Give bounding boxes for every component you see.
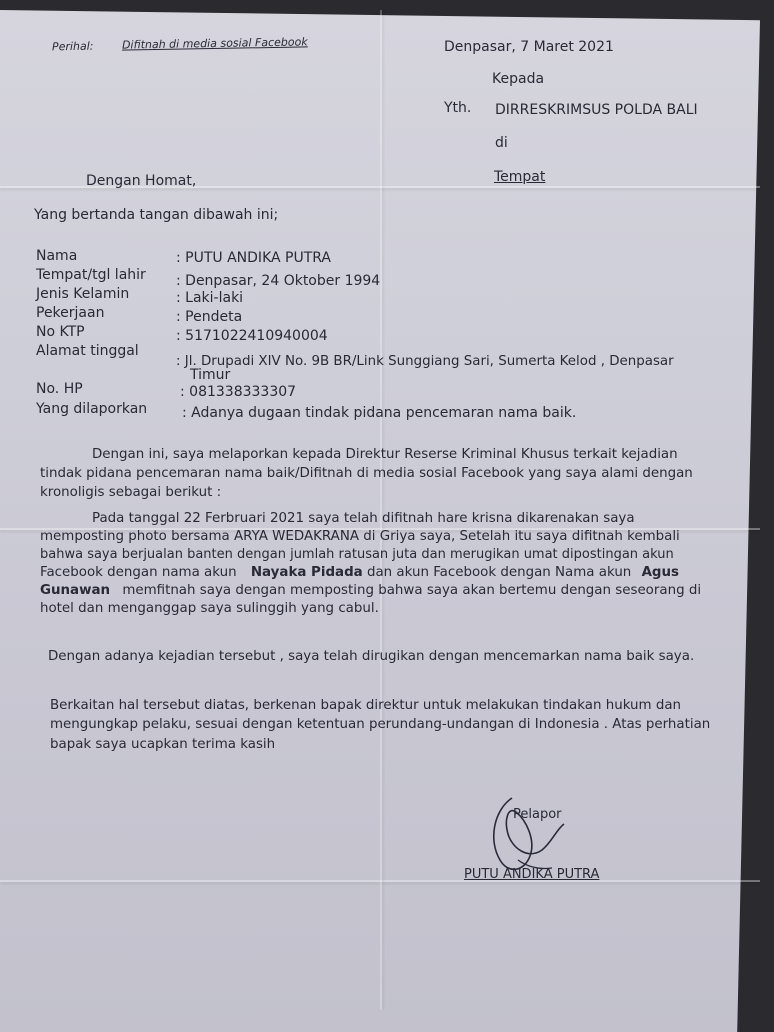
field-label: Nama [36,248,78,264]
paragraph-text: dan akun Facebook dengan Nama akun [366,565,632,580]
field-label: No KTP [36,324,85,340]
tempat-label: Tempat [494,169,546,185]
perihal-label: Perihal: [51,39,94,54]
paragraph-line: hotel dan menganggap saya sulinggih yang cabul. [40,601,379,616]
field-value: : 5171022410940004 [176,328,328,344]
di-label: di [495,135,508,151]
paragraph-line [40,582,701,600]
paragraph-line: bahwa saya berjualan banten dengan jumlah ratusan juta dan merugikan umat dipostingan akun [40,547,674,562]
account-name-agus: Agus [641,565,680,580]
field-value: : Denpasar, 24 Oktober 1994 [176,273,381,289]
field-label: Pekerjaan [36,305,105,321]
recipient: DIRRESKRIMSUS POLDA BALI [495,102,698,118]
paragraph-line: kronoligis sebagai berikut : [40,485,222,500]
paragraph-line: bapak saya ucapkan terima kasih [50,737,276,752]
paragraph-line: tindak pidana pencemaran nama baik/Difitnah di media sosial Facebook yang saya alami dengan [40,466,693,481]
paragraph-text: Facebook dengan nama akun [40,565,237,580]
paragraph-line: mengungkap pelaku, sesuai dengan ketentuan perundang-undangan di Indonesia . Atas perhatian [50,717,711,732]
signer-name: PUTU ANDIKA PUTRA [464,867,600,882]
intro-text: Yang bertanda tangan dibawah ini; [34,207,279,223]
field-label: Jenis Kelamin [36,286,130,302]
account-name-nayaka: Nayaka Pidada [250,565,363,580]
field-label: No. HP [36,381,83,397]
perihal-value: Difitnah di media sosial Facebook [121,35,308,52]
paragraph-line: Dengan ini, saya melaporkan kepada Direktur Reserse Kriminal Khusus terkait kejadian [92,447,678,462]
field-label: Alamat tinggal [36,343,139,359]
salutation: Dengan Homat, [86,173,197,189]
field-value: : PUTU ANDIKA PUTRA [176,250,332,266]
kepada-label: Kepada [492,71,545,87]
account-name-gunawan: Gunawan [40,583,111,598]
paragraph-line: memposting photo bersama ARYA WEDAKRANA di Griya saya, Setelah itu saya difitnah kembali [40,529,680,544]
field-value: Timur [190,367,231,383]
paragraph-line: Dengan adanya kejadian tersebut , saya telah dirugikan dengan mencemarkan nama baik saya. [48,649,695,664]
field-label: Tempat/tgl lahir [36,267,146,283]
field-value: : Adanya dugaan tindak pidana pencemaran nama baik. [182,405,577,421]
field-value: : Pendeta [176,309,243,325]
signature-role: Pelapor [513,807,562,822]
paragraph-line [40,564,679,582]
paragraph-text: memfitnah saya dengan memposting bahwa saya akan bertemu dengan seseorang di [122,583,702,598]
field-value: : Laki-laki [176,290,244,306]
yth-label: Yth. [444,100,472,116]
paragraph-line: Pada tanggal 22 Ferbruari 2021 saya telah difitnah hare krisna dikarenakan saya [92,511,635,526]
paragraph-line: Berkaitan hal tersebut diatas, berkenan bapak direktur untuk melakukan tindakan hukum dan [50,698,682,713]
place-date: Denpasar, 7 Maret 2021 [444,39,614,55]
field-value: : Jl. Drupadi XIV No. 9B BR/Link Sunggiang Sari, Sumerta Kelod , Denpasar [176,354,674,369]
field-label: Yang dilaporkan [36,401,148,417]
field-value: : 081338333307 [180,384,297,400]
